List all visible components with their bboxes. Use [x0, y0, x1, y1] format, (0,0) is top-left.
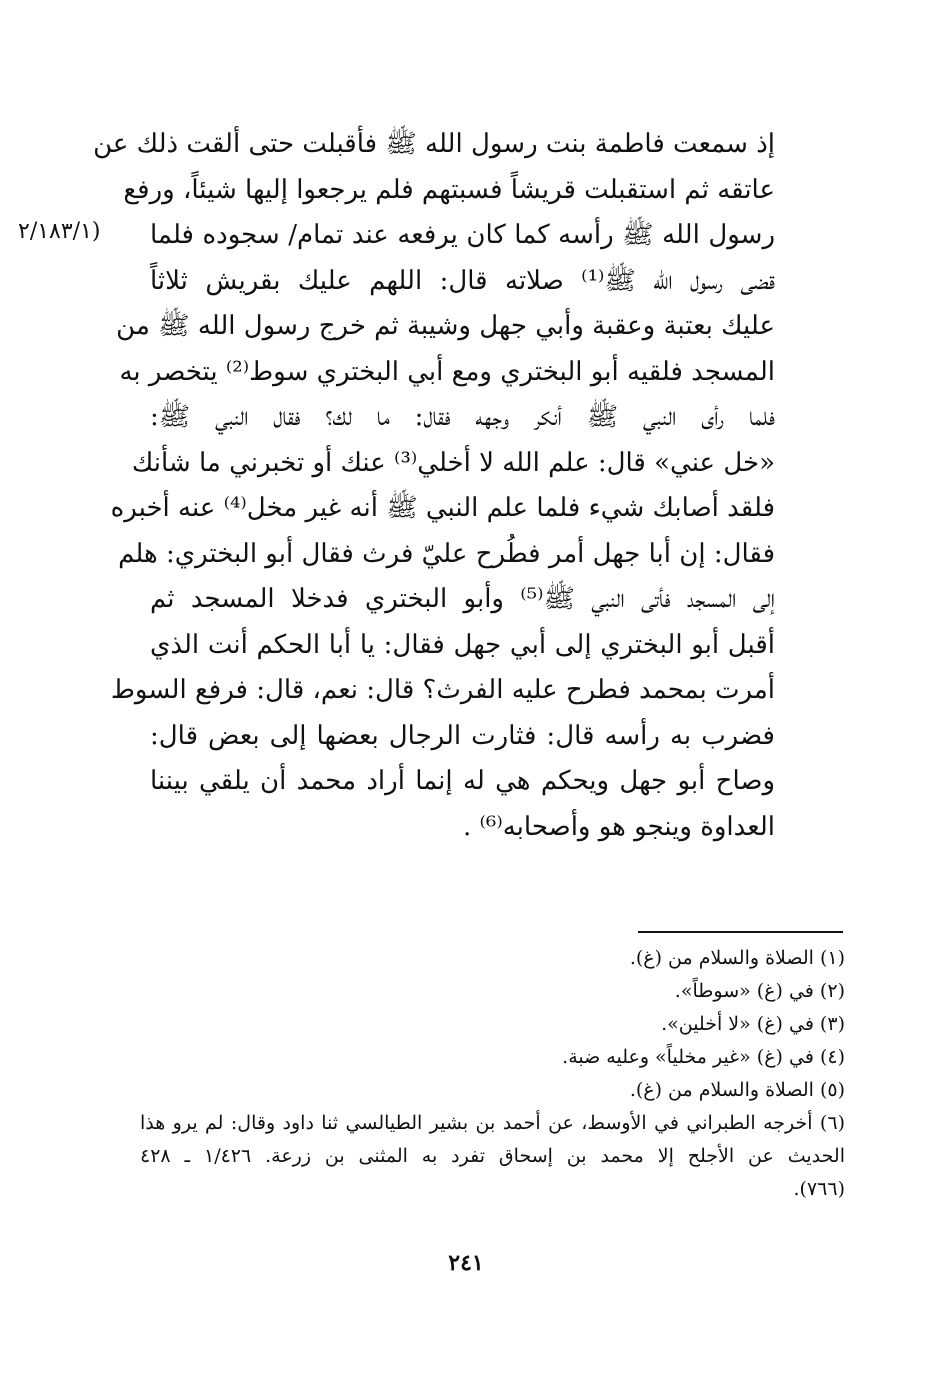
body-line: أمرت بمحمد فطرح عليه الفرث؟ قال: نعم، قال: فرفع السوط: [110, 675, 775, 705]
footnotes-block: [140, 942, 845, 1206]
footnote: (١) الصلاة والسلام من (غ).: [629, 947, 845, 969]
body-line: العداوة وينجو هو وأصحابه⁽⁶⁾ .: [462, 811, 775, 842]
body-line: وصاح أبو جهل ويحكم هي له إنما أراد محمد أن يلقي بيننا: [150, 766, 775, 796]
body-line: «خل عني» قال: علم الله لا أخلي⁽³⁾ عنك أو تخبرني ما شأنك: [131, 447, 775, 478]
footnote: (٥) الصلاة والسلام من (غ).: [629, 1079, 845, 1101]
body-line: فقال: إن أبا جهل أمر فطُرح عليّ فرث فقال أبو البختري: هلم: [118, 538, 775, 569]
body-line: إذ سمعت فاطمة بنت رسول الله ﷺ فأقبلت حتى ألقت ذلك عن: [93, 129, 775, 159]
footnote: (٣) في (غ) «لا أخلين».: [661, 1013, 845, 1035]
body-line: عاتقه ثم استقبلت قريشاً فسبتهم فلم يرجعوا إليها شيئاً، ورفع: [123, 174, 775, 205]
body-line: فضرب به رأسه قال: فثارت الرجال بعضها إلى بعض قال:: [150, 720, 775, 751]
page-number: ٢٤١: [448, 1250, 484, 1276]
footnote: (٢) في (غ) «سوطاً».: [674, 980, 845, 1002]
margin-reference: (٢/١٨٣/١: [18, 219, 101, 244]
body-line: إلى المسجد فأتى النبي ﷺ⁽⁵⁾ وأبو البختري فدخلا المسجد ثم: [150, 584, 775, 614]
footnote: (٤) في (غ) «غير مخلياً» وعليه ضبة.: [562, 1046, 845, 1068]
body-line: رسول الله ﷺ رأسه كما كان يرفعه عند تمام/ سجوده فلما: [150, 220, 776, 250]
main-text-block: [93, 122, 776, 850]
body-line: أقبل أبو البختري إلى أبي جهل فقال: يا أبا الحكم أنت الذي: [150, 629, 775, 660]
footnote-continuation: الحديث عن الأجلح إلا محمد بن إسحاق تفرد به المثنى بن زرعة. ١/٤٢٦ ـ ٤٢٨: [140, 1145, 845, 1167]
body-line: المسجد فلقيه أبو البختري ومع أبي البختري سوط⁽²⁾ يتخصر به: [119, 356, 775, 387]
body-line: قضى رسول الله ﷺ⁽¹⁾ صلاته قال: اللهم عليك بقريش ثلاثاً: [150, 265, 775, 296]
footnote-continuation: (٧٦٦).: [793, 1178, 845, 1200]
body-line: عليك بعتبة وعقبة وأبي جهل وشيبة ثم خرج رسول الله ﷺ من: [116, 311, 775, 341]
footnote: (٦) أخرجه الطبراني في الأوسط، عن أحمد بن بشير الطيالسي ثنا داود وقال: لم يرو هذا: [140, 1112, 845, 1134]
body-line: فلقد أصابك شيء فلما علم النبي ﷺ أنه غير مخل⁽⁴⁾ عنه أخبره: [110, 493, 775, 523]
body-line: فلما رأى النبي ﷺ أنكر وجهه فقال: ما لك؟ فقال النبي ﷺ:: [150, 402, 775, 432]
footnote-separator: [638, 931, 843, 933]
